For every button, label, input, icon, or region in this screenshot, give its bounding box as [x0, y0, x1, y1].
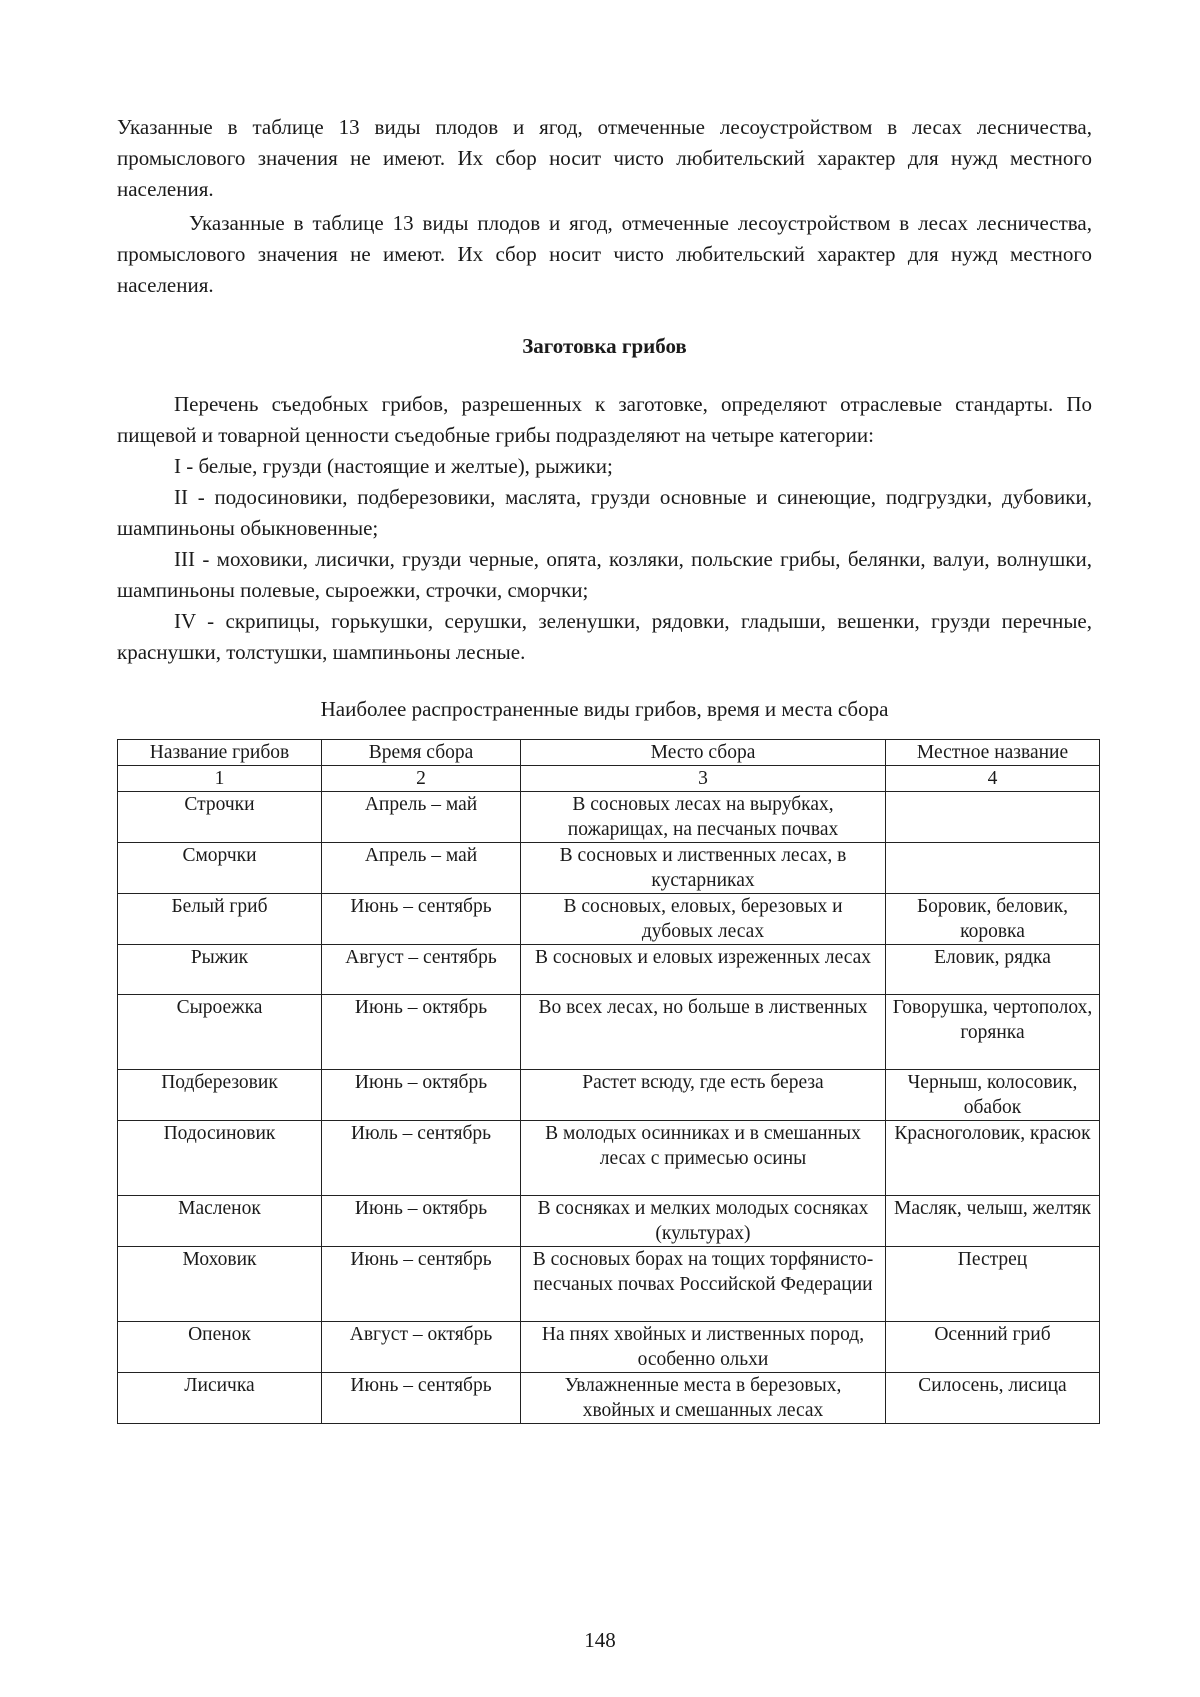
- table-cell: Апрель – май: [322, 843, 521, 894]
- table-cell: Во всех лесах, но больше в лиственных: [521, 995, 886, 1070]
- table-row: [118, 1070, 1100, 1121]
- category-2: II - подосиновики, подберезовики, маслята, грузди основные и синеющие, подгруздки, дубовики, шампиньоны обыкновенные;: [117, 485, 1092, 540]
- table-cell: В молодых осинниках и в смешанных лесах с примесью осины: [521, 1121, 886, 1196]
- table-row: [118, 894, 1100, 945]
- table-cell: Белый гриб: [118, 894, 322, 945]
- table-cell: Говорушка, чертополох, горянка: [886, 995, 1100, 1070]
- category-4: IV - скрипицы, горькушки, серушки, зеленушки, рядовки, гладыши, вешенки, грузди перечные, краснушки, толстушки, шампиньоны лесные.: [117, 609, 1092, 664]
- table-cell: Увлажненные места в березовых, хвойных и смешанных лесах: [521, 1373, 886, 1424]
- table-cell: Боровик, беловик, коровка: [886, 894, 1100, 945]
- table-cell: Подберезовик: [118, 1070, 322, 1121]
- table-row: [118, 1247, 1100, 1322]
- table-cell: Пестрец: [886, 1247, 1100, 1322]
- table-cell: Силосень, лисица: [886, 1373, 1100, 1424]
- table-cell: Июнь – октябрь: [322, 995, 521, 1070]
- table-cell: Август – октябрь: [322, 1322, 521, 1373]
- table-cell: На пнях хвойных и лиственных пород, особенно ольхи: [521, 1322, 886, 1373]
- table-cell: Июнь – сентябрь: [322, 1373, 521, 1424]
- table-cell: Растет всюду, где есть береза: [521, 1070, 886, 1121]
- table-cell: Июнь – сентябрь: [322, 894, 521, 945]
- table-cell: Черныш, колосовик, обабок: [886, 1070, 1100, 1121]
- table-cell: Масляк, челыш, желтяк: [886, 1196, 1100, 1247]
- table-row: [118, 843, 1100, 894]
- table-row: [118, 1322, 1100, 1373]
- page-content: [117, 112, 1092, 1424]
- category-1: I - белые, грузди (настоящие и желтые), рыжики;: [174, 454, 613, 478]
- page-number: 148: [584, 1628, 616, 1652]
- intro-paragraph: Перечень съедобных грибов, разрешенных к заготовке, определяют отраслевые стандарты. По пищевой и товарной ценности съедобные грибы подразделяют на четыре категории:: [117, 392, 1092, 447]
- table-cell: Июль – сентябрь: [322, 1121, 521, 1196]
- table-cell: Лисичка: [118, 1373, 322, 1424]
- table-cell: Масленок: [118, 1196, 322, 1247]
- header-cell: Название грибов: [118, 740, 322, 766]
- table-cell: Красноголовик, красюк: [886, 1121, 1100, 1196]
- table-cell: В сосновых лесах на вырубках, пожарищах, на песчаных почвах: [521, 792, 886, 843]
- section-title: Заготовка грибов: [522, 334, 687, 358]
- table-cell: В сосновых и лиственных лесах, в кустарниках: [521, 843, 886, 894]
- category-3: III - моховики, лисички, грузди черные, опята, козляки, польские грибы, белянки, валуи, волнушки, шампиньоны полевые, сыроежки, строчки, сморчки;: [117, 547, 1092, 602]
- table-row: [118, 1196, 1100, 1247]
- table-cell: Июнь – октябрь: [322, 1070, 521, 1121]
- table-cell: Сыроежка: [118, 995, 322, 1070]
- mushroom-table: [117, 739, 1100, 1424]
- paragraph-1: Указанные в таблице 13 виды плодов и ягод, отмеченные лесоустройством в лесах лесничества, промыслового значения не имеют. Их сбор носит чисто любительский характер для нужд местного населения.: [117, 115, 1092, 201]
- header-cell: Время сбора: [322, 740, 521, 766]
- table-column-number-row: [118, 766, 1100, 792]
- table-cell: Моховик: [118, 1247, 322, 1322]
- table-cell: [886, 843, 1100, 894]
- table-cell: В сосновых борах на тощих торфянисто-песчаных почвах Российской Федерации: [521, 1247, 886, 1322]
- table-row: [118, 1121, 1100, 1196]
- header-cell: Место сбора: [521, 740, 886, 766]
- table-cell: Сморчки: [118, 843, 322, 894]
- table-row: [118, 945, 1100, 995]
- column-number-cell: 3: [521, 766, 886, 792]
- table-row: [118, 995, 1100, 1070]
- table-cell: Осенний гриб: [886, 1322, 1100, 1373]
- column-number-cell: 1: [118, 766, 322, 792]
- table-cell: Июнь – октябрь: [322, 1196, 521, 1247]
- header-cell: Местное название: [886, 740, 1100, 766]
- table-caption: Наиболее распространенные виды грибов, время и места сбора: [320, 697, 889, 721]
- paragraph-2: Указанные в таблице 13 виды плодов и ягод, отмеченные лесоустройством в лесах лесничества, промыслового значения не имеют. Их сбор носит чисто любительский характер для нужд местного населения.: [117, 211, 1092, 297]
- table-cell: Еловик, рядка: [886, 945, 1100, 995]
- table-cell: В сосняках и мелких молодых сосняках (культурах): [521, 1196, 886, 1247]
- table-cell: В сосновых, еловых, березовых и дубовых лесах: [521, 894, 886, 945]
- table-cell: Июнь – сентябрь: [322, 1247, 521, 1322]
- table-cell: В сосновых и еловых изреженных лесах: [521, 945, 886, 995]
- table-header-row: [118, 740, 1100, 766]
- table-cell: Август – сентябрь: [322, 945, 521, 995]
- column-number-cell: 4: [886, 766, 1100, 792]
- table-cell: Подосиновик: [118, 1121, 322, 1196]
- column-number-cell: 2: [322, 766, 521, 792]
- table-cell: Апрель – май: [322, 792, 521, 843]
- table-cell: [886, 792, 1100, 843]
- table-cell: Опенок: [118, 1322, 322, 1373]
- table-row: [118, 1373, 1100, 1424]
- table-cell: Строчки: [118, 792, 322, 843]
- table-cell: Рыжик: [118, 945, 322, 995]
- table-row: [118, 792, 1100, 843]
